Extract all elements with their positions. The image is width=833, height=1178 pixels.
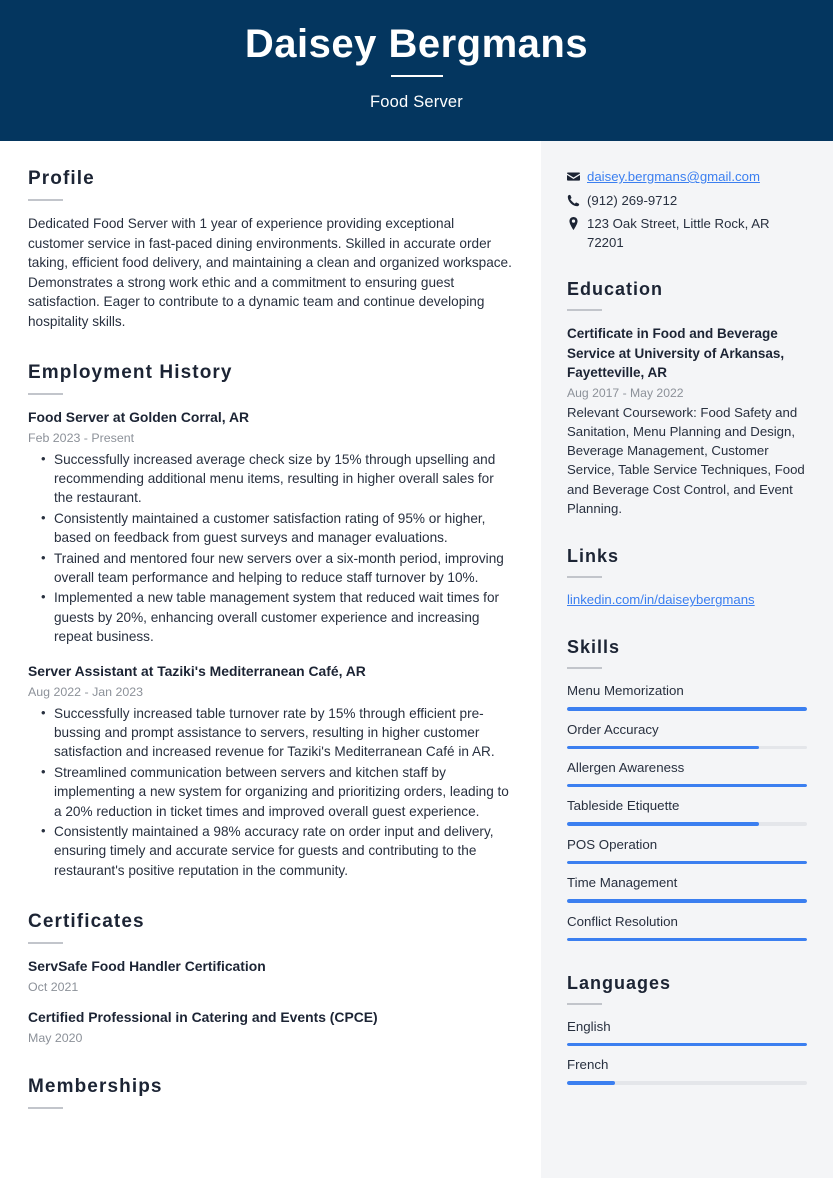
employment-heading: Employment History <box>28 361 233 383</box>
bullet-item: • Successfully increased average check size by 15% through upselling and recommending additional menu items, resulting in higher overall sales for the restaurant. <box>54 450 513 508</box>
map-pin-icon <box>567 215 587 230</box>
skill-label: Conflict Resolution <box>567 913 678 929</box>
skill-item <box>567 797 807 825</box>
candidate-name: Daisey Bergmans <box>244 22 589 66</box>
skill-label: Time Management <box>567 875 678 891</box>
skill-bar-fill <box>567 784 807 787</box>
bullet-item: • Trained and mentored four new servers over a six-month period, improving overall team performance and helping to reduce staff turnover by 10%. <box>54 549 513 588</box>
education-heading-rule <box>567 309 602 311</box>
skill-bar-track <box>567 746 807 749</box>
skill-item <box>567 759 807 787</box>
profile-heading: Profile <box>28 168 95 189</box>
skill-bar-track <box>567 822 807 825</box>
language-label: French <box>567 1057 609 1073</box>
header-divider <box>391 75 443 77</box>
resume-header <box>0 0 833 141</box>
link-linkedin[interactable]: linkedin.com/in/daiseybergmans <box>567 592 755 608</box>
employment-entry <box>28 662 513 881</box>
language-bar-fill <box>567 1081 615 1084</box>
language-bar-track <box>567 1081 807 1084</box>
profile-text: Dedicated Food Server with 1 year of experience providing exceptional customer service in fast-paced dining environments. Skilled in accurate order taking, efficient food delivery, and maintaining a clean and organized workspace. Demonstrates a strong work ethic and a commitment to ensuring guest satisfaction. Eager to contribute to a dynamic team and continue developing hospitality skills. <box>28 216 512 329</box>
skill-item <box>567 836 807 864</box>
spacer <box>28 881 513 911</box>
contact-details <box>567 168 807 252</box>
certificates-heading: Certificates <box>28 911 145 933</box>
bullet-item: • Implemented a new table management system that reduced wait times for guests by 20%, enhancing overall customer experience and increasing repeat business. <box>54 588 513 646</box>
bullet-item: • Consistently maintained a 98% accuracy rate on order input and delivery, ensuring timely and accurate service for guests and contributing to the restaurant's positive reputation in the community. <box>54 822 513 880</box>
phone-icon <box>567 192 587 207</box>
spacer <box>28 648 513 662</box>
section-links <box>567 546 807 609</box>
languages-heading: Languages <box>567 973 672 994</box>
certificate-title: Certified Professional in Catering and Events (CPCE) <box>28 1009 378 1026</box>
skill-item <box>567 874 807 902</box>
certificate-date: Oct 2021 <box>28 980 79 995</box>
sidebar-column <box>541 141 833 1178</box>
education-entry-title: Certificate in Food and Beverage Service at University of Arkansas, Fayetteville, AR <box>567 326 785 380</box>
skill-item <box>567 721 807 749</box>
certificate-title: ServSafe Food Handler Certification <box>28 958 266 975</box>
contact-address: 123 Oak Street, Little Rock, AR 72201 <box>587 216 770 250</box>
employment-entry-date: Aug 2022 - Jan 2023 <box>28 684 144 699</box>
employment-entry-title: Server Assistant at Taziki's Mediterranean Café, AR <box>28 662 366 679</box>
employment-entry-date: Feb 2023 - Present <box>28 430 135 445</box>
skill-item <box>567 682 807 710</box>
skill-bar-track <box>567 784 807 787</box>
education-entry-date: Aug 2017 - May 2022 <box>567 385 684 400</box>
memberships-heading-rule <box>28 1107 63 1109</box>
certificate-entry <box>28 1008 513 1046</box>
language-bar-track <box>567 1043 807 1046</box>
language-item <box>567 1018 807 1046</box>
skill-bar-fill <box>567 707 807 710</box>
skill-bar-fill <box>567 899 807 902</box>
education-heading: Education <box>567 279 664 299</box>
skill-bar-fill <box>567 746 759 749</box>
employment-entry-bullets <box>28 450 513 647</box>
skill-item <box>567 913 807 941</box>
education-entry-description: Relevant Coursework: Food Safety and Sanitation, Menu Planning and Design, Beverage Management, Customer Service, Table Service Techniques, Food and Beverage Cost Control, and Event Planning. <box>567 404 805 516</box>
section-employment-history <box>28 362 513 881</box>
resume-body <box>0 141 833 1178</box>
section-certificates <box>28 911 513 1046</box>
spacer <box>28 1046 513 1076</box>
spacer <box>28 995 513 1008</box>
contact-row-email <box>567 168 807 187</box>
certificate-entry <box>28 957 513 995</box>
employment-entry <box>28 408 513 647</box>
bullet-item: • Consistently maintained a customer satisfaction rating of 95% or higher, based on feedback from guest surveys and manager evaluations. <box>54 509 513 548</box>
languages-heading-rule <box>567 1003 602 1005</box>
contact-row-address <box>567 215 807 252</box>
skills-heading-rule <box>567 667 602 669</box>
spacer <box>28 332 513 362</box>
contact-phone: (912) 269-9712 <box>587 192 678 208</box>
section-education <box>567 279 807 518</box>
employment-entry-bullets <box>28 704 513 881</box>
skill-bar-track <box>567 938 807 941</box>
employment-heading-rule <box>28 393 63 395</box>
certificate-date: May 2020 <box>28 1031 83 1046</box>
bullet-item: • Streamlined communication between servers and kitchen staff by implementing a new system for organizing and prioritizing orders, leading to a 20% reduction in ticket times and improved overall guest experience. <box>54 763 513 821</box>
section-languages <box>567 973 807 1085</box>
section-skills <box>567 637 807 941</box>
links-heading: Links <box>567 546 620 567</box>
skills-heading: Skills <box>567 637 621 658</box>
spacer <box>567 518 807 546</box>
skill-bar-track <box>567 707 807 710</box>
skill-bar-track <box>567 861 807 864</box>
skill-bar-track <box>567 899 807 902</box>
skill-bar-fill <box>567 938 807 941</box>
skill-label: Menu Memorization <box>567 683 684 699</box>
skill-label: Tableside Etiquette <box>567 798 680 814</box>
section-memberships <box>28 1076 513 1109</box>
skill-bar-fill <box>567 861 807 864</box>
certificates-heading-rule <box>28 942 63 944</box>
language-label: English <box>567 1019 611 1035</box>
employment-entry-title: Food Server at Golden Corral, AR <box>28 408 250 425</box>
links-heading-rule <box>567 576 602 578</box>
skill-label: Allergen Awareness <box>567 760 685 776</box>
skill-bar-fill <box>567 822 759 825</box>
education-entry <box>567 324 807 518</box>
contact-row-phone <box>567 192 807 211</box>
language-item <box>567 1056 807 1084</box>
skill-label: POS Operation <box>567 836 658 852</box>
main-column <box>0 141 541 1178</box>
language-bar-fill <box>567 1043 807 1046</box>
candidate-job-title: Food Server <box>370 93 463 111</box>
spacer <box>567 951 807 973</box>
spacer <box>567 609 807 637</box>
section-profile <box>28 168 513 332</box>
envelope-icon <box>567 168 587 183</box>
contact-email[interactable]: daisey.bergmans@gmail.com <box>587 169 760 184</box>
profile-heading-rule <box>28 199 63 201</box>
bullet-item: • Successfully increased table turnover rate by 15% through efficient pre-bussing and prompt assistance to servers, resulting in higher customer satisfaction and increased revenue for Taziki's Mediterranean Café in AR. <box>54 704 513 762</box>
skill-label: Order Accuracy <box>567 721 659 737</box>
memberships-heading: Memberships <box>28 1076 163 1098</box>
